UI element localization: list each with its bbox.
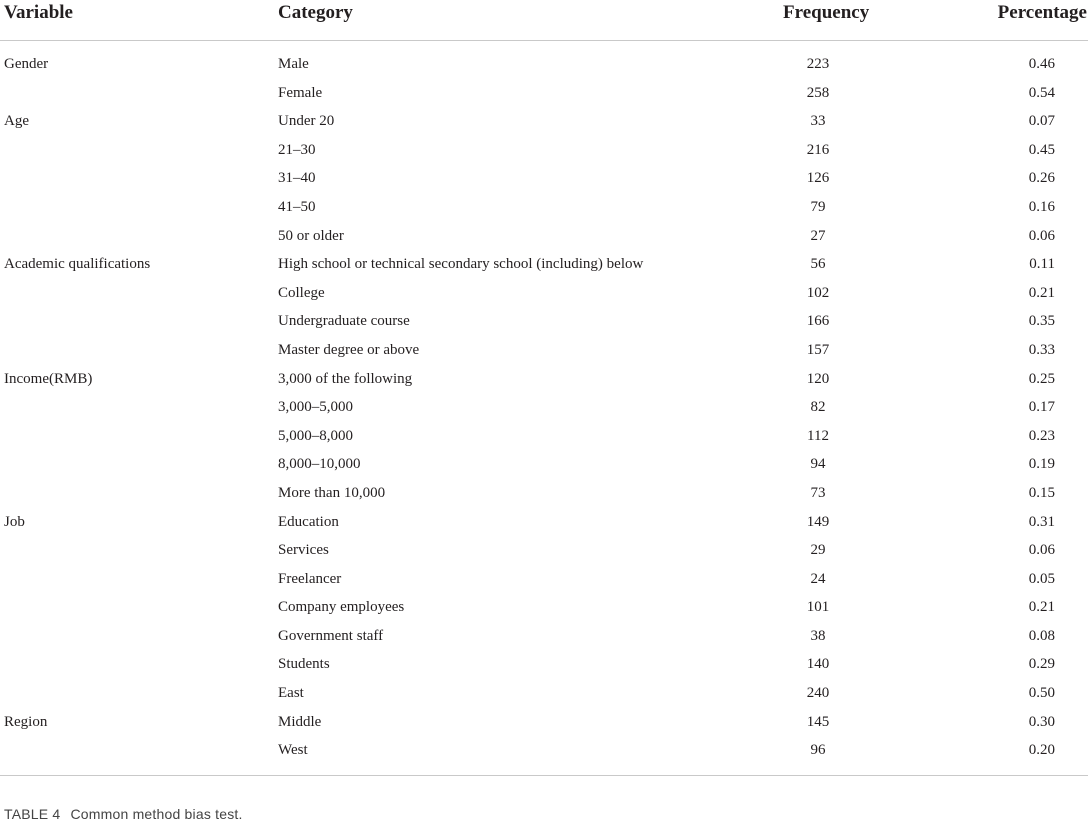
cell-percentage: 0.15 — [1028, 484, 1055, 501]
cell-category: 21–30 — [278, 141, 316, 158]
table-row — [0, 250, 1088, 279]
table-row — [0, 336, 1088, 365]
cell-percentage: 0.07 — [1028, 113, 1055, 130]
cell-percentage: 0.06 — [1028, 227, 1055, 244]
cell-variable: Region — [4, 713, 48, 730]
cell-frequency: 157 — [806, 341, 830, 358]
table-row — [0, 79, 1088, 108]
cell-frequency: 166 — [806, 313, 830, 330]
cell-category: Female — [278, 84, 323, 101]
cell-frequency: 126 — [806, 170, 830, 187]
cell-category: More than 10,000 — [278, 484, 386, 501]
table-header-row — [0, 0, 1088, 41]
table-body — [0, 50, 1088, 765]
cell-frequency: 258 — [806, 84, 830, 101]
cell-frequency: 240 — [806, 685, 830, 702]
table-caption — [4, 806, 243, 822]
table-row — [0, 593, 1088, 622]
caption-text: Common method bias test. — [70, 806, 243, 822]
table-row — [0, 650, 1088, 679]
table-row — [0, 536, 1088, 565]
cell-frequency: 112 — [807, 427, 829, 444]
table-row — [0, 479, 1088, 508]
cell-category: Services — [278, 542, 329, 559]
cell-percentage: 0.29 — [1028, 656, 1055, 673]
cell-percentage: 0.06 — [1028, 542, 1055, 559]
cell-category: 41–50 — [278, 198, 316, 215]
table-row — [0, 136, 1088, 165]
cell-frequency: 102 — [806, 284, 830, 301]
cell-percentage: 0.30 — [1028, 713, 1055, 730]
table-bottom-rule — [0, 775, 1088, 776]
cell-frequency: 145 — [806, 713, 830, 730]
cell-percentage: 0.35 — [1028, 313, 1055, 330]
cell-percentage: 0.21 — [1028, 284, 1055, 301]
cell-frequency: 24 — [810, 570, 826, 587]
cell-frequency: 120 — [806, 370, 830, 387]
cell-category: 5,000–8,000 — [278, 427, 353, 444]
cell-category: 31–40 — [278, 170, 316, 187]
cell-percentage: 0.11 — [1029, 256, 1055, 273]
cell-category: 8,000–10,000 — [278, 456, 361, 473]
cell-category: Master degree or above — [278, 341, 420, 358]
cell-category: College — [278, 284, 325, 301]
cell-percentage: 0.19 — [1028, 456, 1055, 473]
table-row — [0, 164, 1088, 193]
cell-category: 3,000 of the following — [278, 370, 413, 387]
cell-category: East — [278, 685, 304, 702]
cell-category: Under 20 — [278, 113, 335, 130]
table-row — [0, 365, 1088, 394]
cell-percentage: 0.25 — [1028, 370, 1055, 387]
cell-category: West — [278, 742, 308, 759]
cell-category: Government staff — [278, 627, 384, 644]
cell-variable: Job — [4, 513, 25, 530]
cell-percentage: 0.05 — [1028, 570, 1055, 587]
cell-percentage: 0.50 — [1028, 685, 1055, 702]
cell-frequency: 27 — [810, 227, 826, 244]
cell-percentage: 0.21 — [1028, 599, 1055, 616]
table-row — [0, 279, 1088, 308]
cell-category: Undergraduate course — [278, 313, 410, 330]
cell-percentage: 0.23 — [1028, 427, 1055, 444]
cell-category: Middle — [278, 713, 322, 730]
cell-percentage: 0.08 — [1028, 627, 1055, 644]
cell-variable: Income(RMB) — [4, 370, 93, 387]
cell-frequency: 216 — [806, 141, 830, 158]
header-percentage: Percentage — [997, 2, 1087, 23]
table-row — [0, 736, 1088, 765]
table-row — [0, 450, 1088, 479]
table-row — [0, 193, 1088, 222]
cell-frequency: 29 — [810, 542, 826, 559]
table-row — [0, 107, 1088, 136]
cell-frequency: 82 — [810, 399, 826, 416]
cell-variable: Age — [4, 113, 29, 130]
caption-label: TABLE 4 — [4, 806, 61, 822]
header-variable: Variable — [4, 2, 73, 23]
cell-percentage: 0.45 — [1028, 141, 1055, 158]
cell-frequency: 38 — [810, 627, 826, 644]
table-row — [0, 679, 1088, 708]
cell-frequency: 79 — [810, 198, 826, 215]
table-row — [0, 508, 1088, 537]
table-row — [0, 622, 1088, 651]
table-row — [0, 565, 1088, 594]
table-row — [0, 222, 1088, 251]
cell-category: 3,000–5,000 — [278, 399, 353, 416]
cell-variable: Academic qualifications — [4, 256, 151, 273]
cell-frequency: 94 — [810, 456, 826, 473]
cell-percentage: 0.26 — [1028, 170, 1055, 187]
cell-category: Freelancer — [278, 570, 342, 587]
cell-category: High school or technical secondary school (including) below — [278, 256, 644, 273]
table-row — [0, 50, 1088, 79]
cell-frequency: 33 — [810, 113, 826, 130]
cell-frequency: 140 — [806, 656, 830, 673]
cell-percentage: 0.46 — [1028, 56, 1055, 72]
cell-category: 50 or older — [278, 227, 344, 244]
table-row — [0, 307, 1088, 336]
cell-percentage: 0.33 — [1028, 341, 1055, 358]
cell-percentage: 0.17 — [1028, 399, 1055, 416]
cell-frequency: 149 — [806, 513, 830, 530]
cell-percentage: 0.20 — [1028, 742, 1055, 759]
cell-category: Education — [278, 513, 339, 530]
cell-category: Students — [278, 656, 330, 673]
cell-frequency: 101 — [806, 599, 830, 616]
header-frequency: Frequency — [783, 2, 870, 23]
cell-variable: Gender — [4, 56, 49, 72]
cell-percentage: 0.54 — [1028, 84, 1055, 101]
cell-percentage: 0.16 — [1028, 198, 1055, 215]
table-row — [0, 708, 1088, 737]
cell-frequency: 56 — [810, 256, 826, 273]
table-row — [0, 393, 1088, 422]
header-category: Category — [278, 2, 353, 23]
cell-percentage: 0.31 — [1028, 513, 1055, 530]
cell-category: Male — [278, 56, 309, 72]
cell-frequency: 223 — [806, 56, 830, 72]
cell-frequency: 73 — [810, 484, 826, 501]
cell-frequency: 96 — [810, 742, 826, 759]
table-row — [0, 422, 1088, 451]
cell-category: Company employees — [278, 599, 405, 616]
